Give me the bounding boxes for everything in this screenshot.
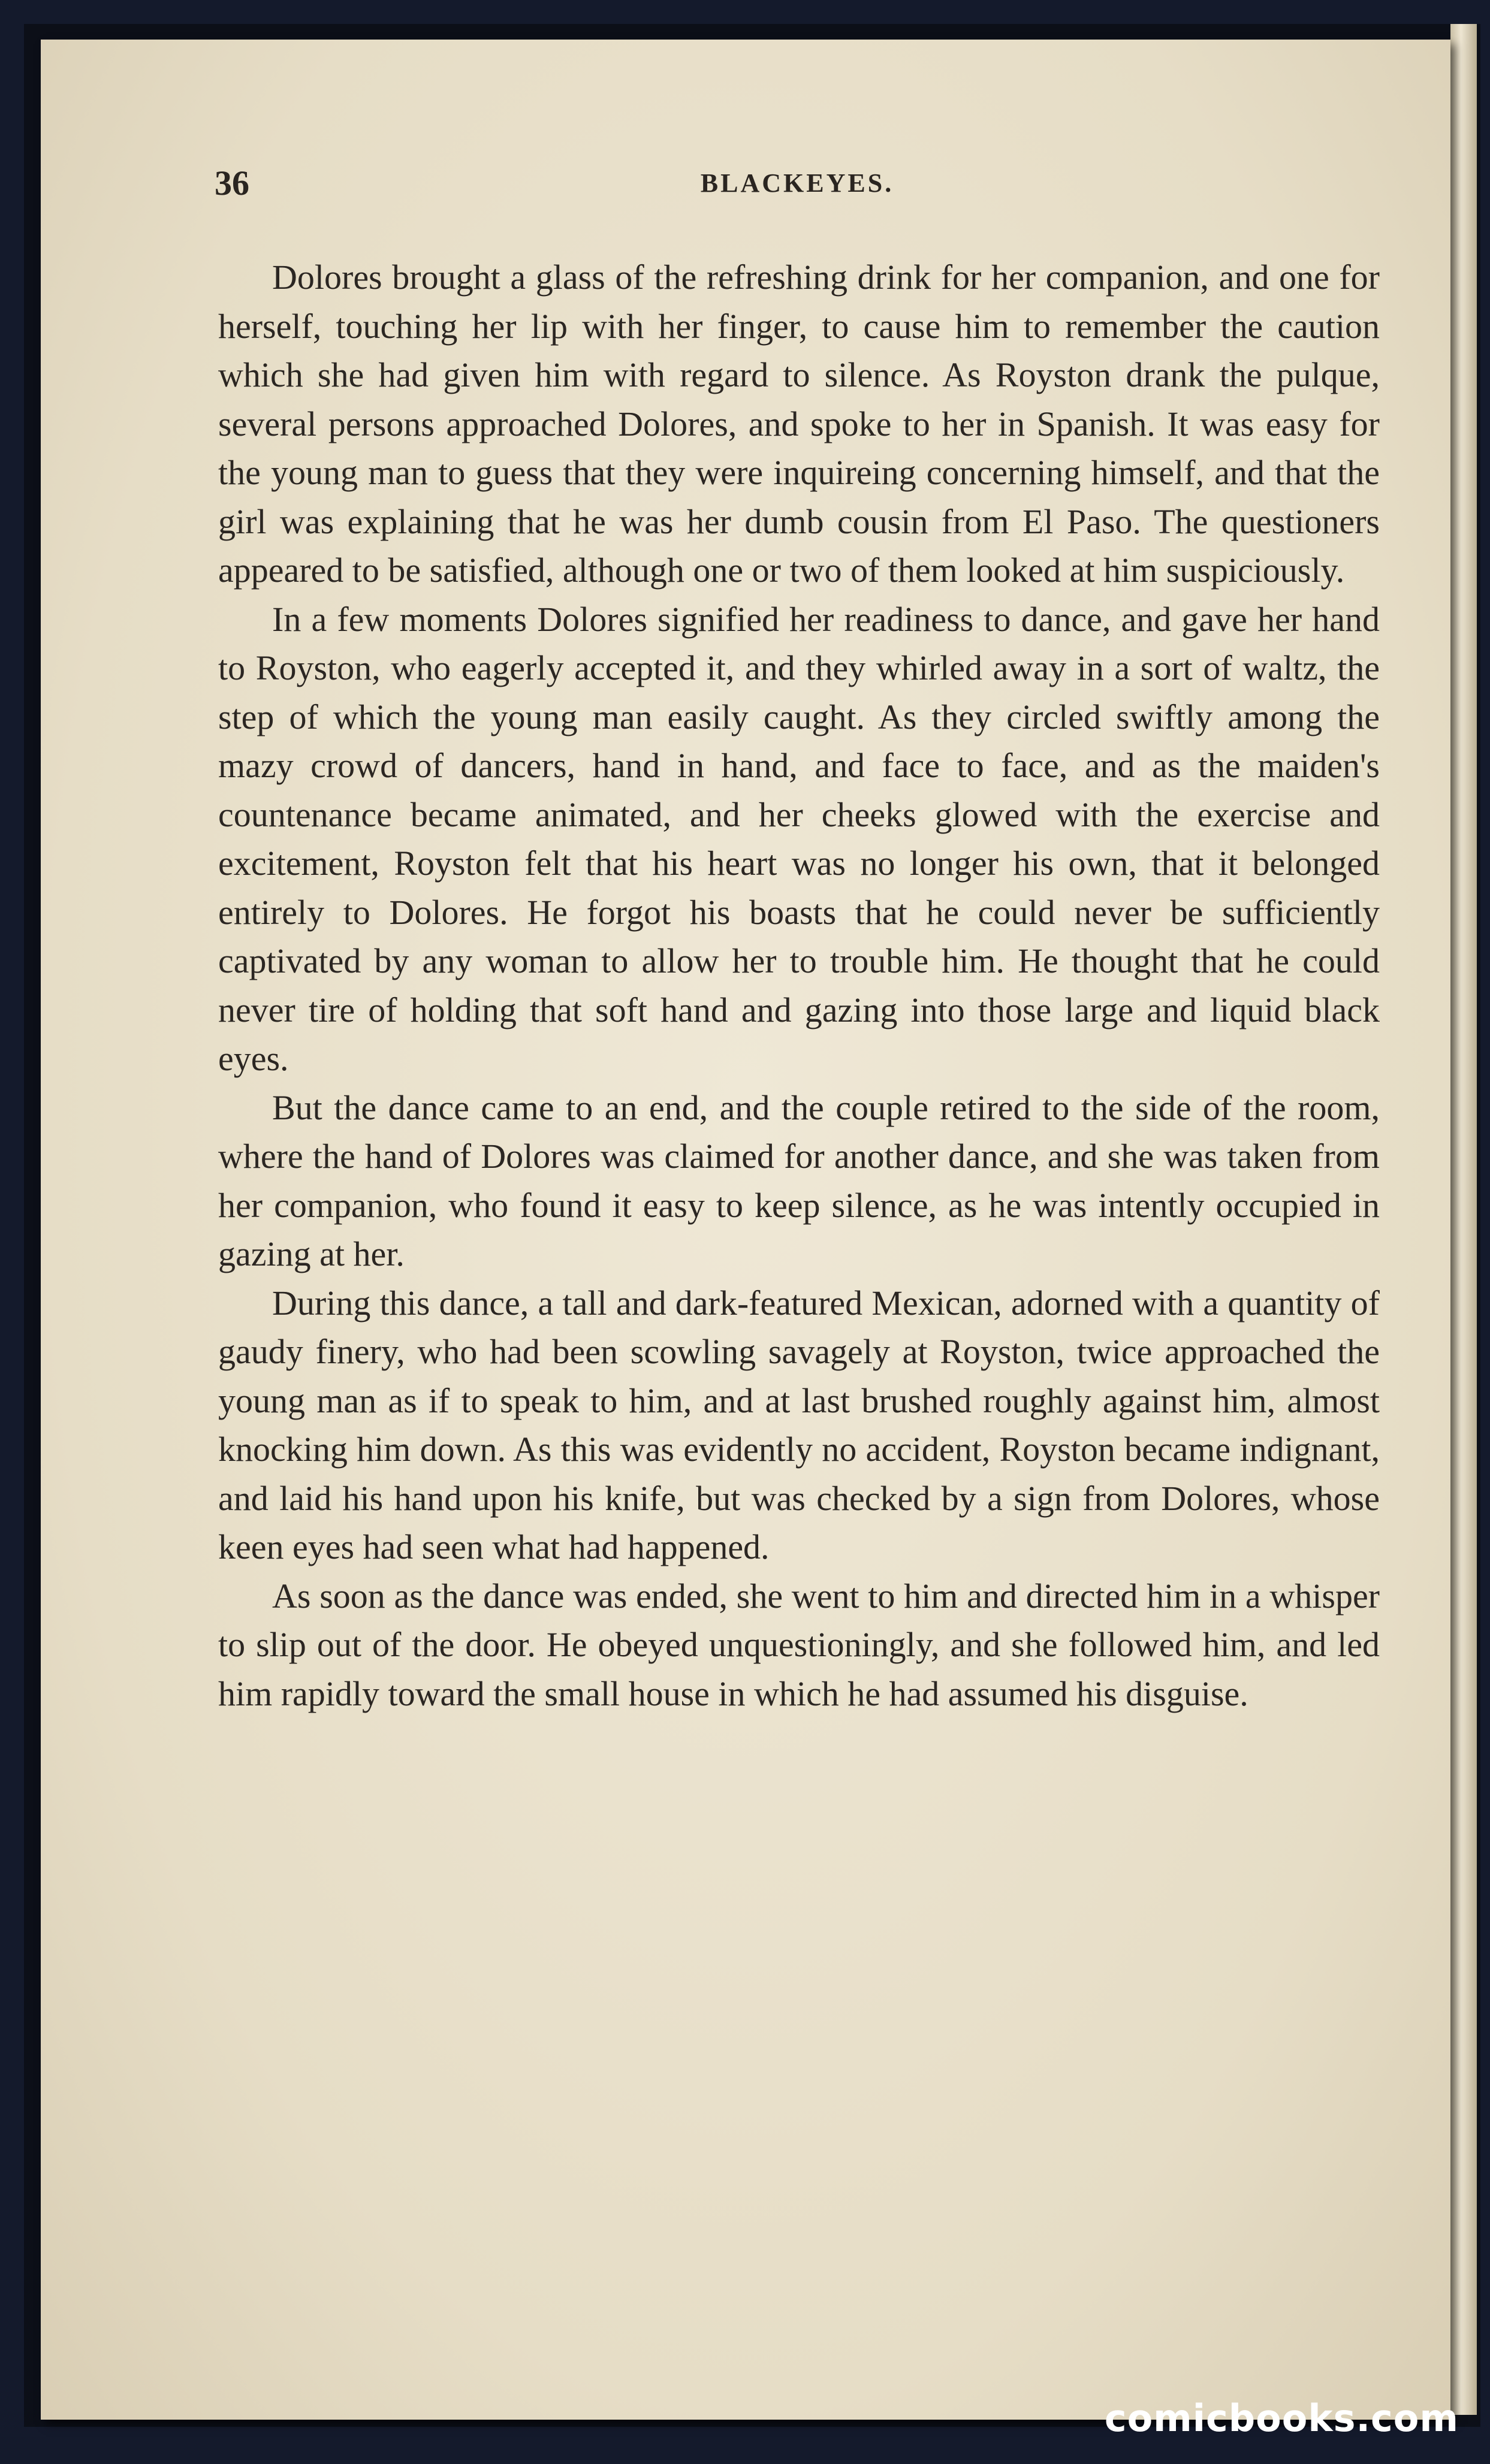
paragraph-5: As soon as the dance was ended, she went to him and directed him in a whisper to slip out of the door. He obeyed unquestioningly, and she followed him, and led him rapidly toward the small house in which he had assumed his disguise. <box>218 1576 1380 1713</box>
page-edge <box>1450 24 1477 2415</box>
page-header <box>215 163 1380 205</box>
site-watermark: comicbooks.com <box>1104 2396 1459 2440</box>
paragraph-1: Dolores brought a glass of the refreshing drink for her companion, and one for herself, touching her lip with her finger, to cause him to remember the caution which she had given him with regard to silence. As Royston drank the pulque, several persons approached Dolores, and spoke to her in Spanish. It was easy for the young man to guess that they were inquireing concerning himself, and that the girl was explaining that he was her dumb cousin from El Paso. The questioners appeared to be satisfied, although one or two of them looked at him suspiciously. <box>218 258 1380 590</box>
paragraph-3: But the dance came to an end, and the couple retired to the side of the room, where the hand of Dolores was claimed for another dance, and she was taken from her companion, who found it easy to keep silence, as he was intently occupied in gazing at her. <box>218 1088 1380 1273</box>
page-number: 36 <box>215 164 249 203</box>
running-head: BLACKEYES. <box>700 168 894 198</box>
paragraph-2: In a few moments Dolores signified her readiness to dance, and gave her hand to Royston, who eagerly accepted it, and they whirled away in a sort of waltz, the step of which the young man easily caught. As they circled swiftly among the mazy crowd of dancers, hand in hand, and face to face, and as the maiden's countenance became animated, and her cheeks glowed with the exercise and excitement, Royston felt that his heart was no longer his own, that it belonged entirely to Dolores. He forgot his boasts that he could never be sufficiently captivated by any woman to allow her to trouble him. He thought that he could never tire of holding that soft hand and gazing into those large and liquid black eyes. <box>218 599 1380 1078</box>
paragraph-4: During this dance, a tall and dark-featured Mexican, adorned with a quantity of gaudy finery, who had been scowling savagely at Royston, twice approached the young man as if to speak to him, and at last brushed roughly against him, almost knocking him down. As this was evidently no accident, Royston became indignant, and laid his hand upon his knife, but was checked by a sign from Dolores, whose keen eyes had seen what had happened. <box>218 1283 1380 1566</box>
body-text <box>218 253 1380 1718</box>
